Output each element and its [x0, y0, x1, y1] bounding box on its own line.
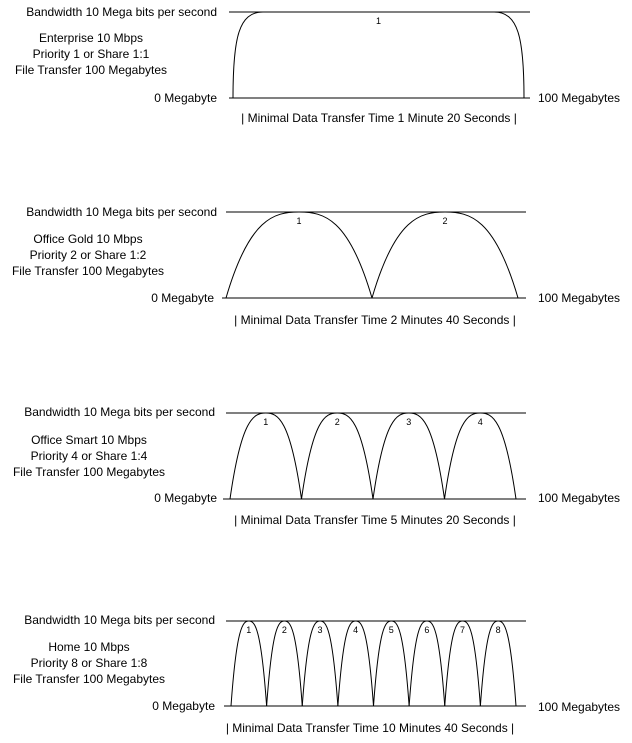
start-label: 0 Megabyte: [154, 491, 217, 505]
transfer-time-label: | Minimal Data Transfer Time 10 Minutes 40 Seconds |: [225, 721, 515, 735]
transfer-curves: [226, 212, 518, 298]
start-label: 0 Megabyte: [154, 91, 217, 105]
transfer-time-label: | Minimal Data Transfer Time 5 Minutes 20 Seconds |: [234, 513, 516, 527]
plan-priority: Priority 4 or Share 1:4: [30, 449, 148, 463]
share-number: 2: [442, 216, 448, 226]
share-number: 5: [388, 625, 394, 635]
share-number: 1: [246, 625, 252, 635]
plan-file-size: File Transfer 100 Megabytes: [14, 63, 168, 77]
plan-name: Office Smart 10 Mbps: [31, 433, 147, 447]
bandwidth-label: Bandwidth 10 Mega bits per second: [24, 405, 215, 419]
share-number: 2: [334, 417, 340, 427]
share-number: 8: [495, 625, 501, 635]
plan-name: Enterprise 10 Mbps: [38, 31, 144, 45]
share-number: 1: [296, 216, 302, 226]
panel-home: [13, 613, 620, 735]
transfer-time-label: | Minimal Data Transfer Time 1 Minute 20 Seconds |: [241, 111, 517, 125]
plan-priority: Priority 8 or Share 1:8: [30, 656, 148, 670]
end-label: 100 Megabytes: [538, 291, 621, 305]
share-number: 1: [375, 16, 382, 26]
plan-priority: Priority 1 or Share 1:1: [32, 47, 150, 61]
start-label: 0 Megabyte: [152, 699, 215, 713]
panel-office-gold: [12, 205, 620, 327]
plan-file-size: File Transfer 100 Megabytes: [11, 264, 165, 278]
plan-name: Home 10 Mbps: [48, 640, 130, 654]
plan-file-size: File Transfer 100 Megabytes: [12, 672, 166, 686]
share-number: 7: [460, 625, 466, 635]
plan-priority: Priority 2 or Share 1:2: [29, 248, 147, 262]
bandwidth-label: Bandwidth 10 Mega bits per second: [24, 613, 215, 627]
share-number: 1: [263, 417, 269, 427]
end-label: 100 Megabytes: [538, 491, 621, 505]
share-number: 2: [281, 625, 287, 635]
share-number: 3: [406, 417, 412, 427]
bandwidth-label: Bandwidth 10 Mega bits per second: [26, 205, 217, 219]
plan-file-size: File Transfer 100 Megabytes: [12, 465, 166, 479]
transfer-curves: [230, 413, 516, 499]
share-number: 6: [424, 625, 430, 635]
end-label: 100 Megabytes: [538, 91, 621, 105]
transfer-curves: [231, 621, 516, 706]
bandwidth-label: Bandwidth 10 Mega bits per second: [26, 5, 217, 19]
plan-name: Office Gold 10 Mbps: [33, 232, 143, 246]
transfer-curves: [233, 12, 524, 98]
start-label: 0 Megabyte: [151, 291, 214, 305]
panel-enterprise: [15, 5, 620, 125]
transfer-time-label: | Minimal Data Transfer Time 2 Minutes 40 Seconds |: [234, 313, 516, 327]
end-label: 100 Megabytes: [538, 700, 621, 714]
share-number: 4: [477, 417, 483, 427]
share-number: 4: [353, 625, 359, 635]
share-number: 3: [317, 625, 323, 635]
panel-office-smart: [13, 405, 620, 527]
